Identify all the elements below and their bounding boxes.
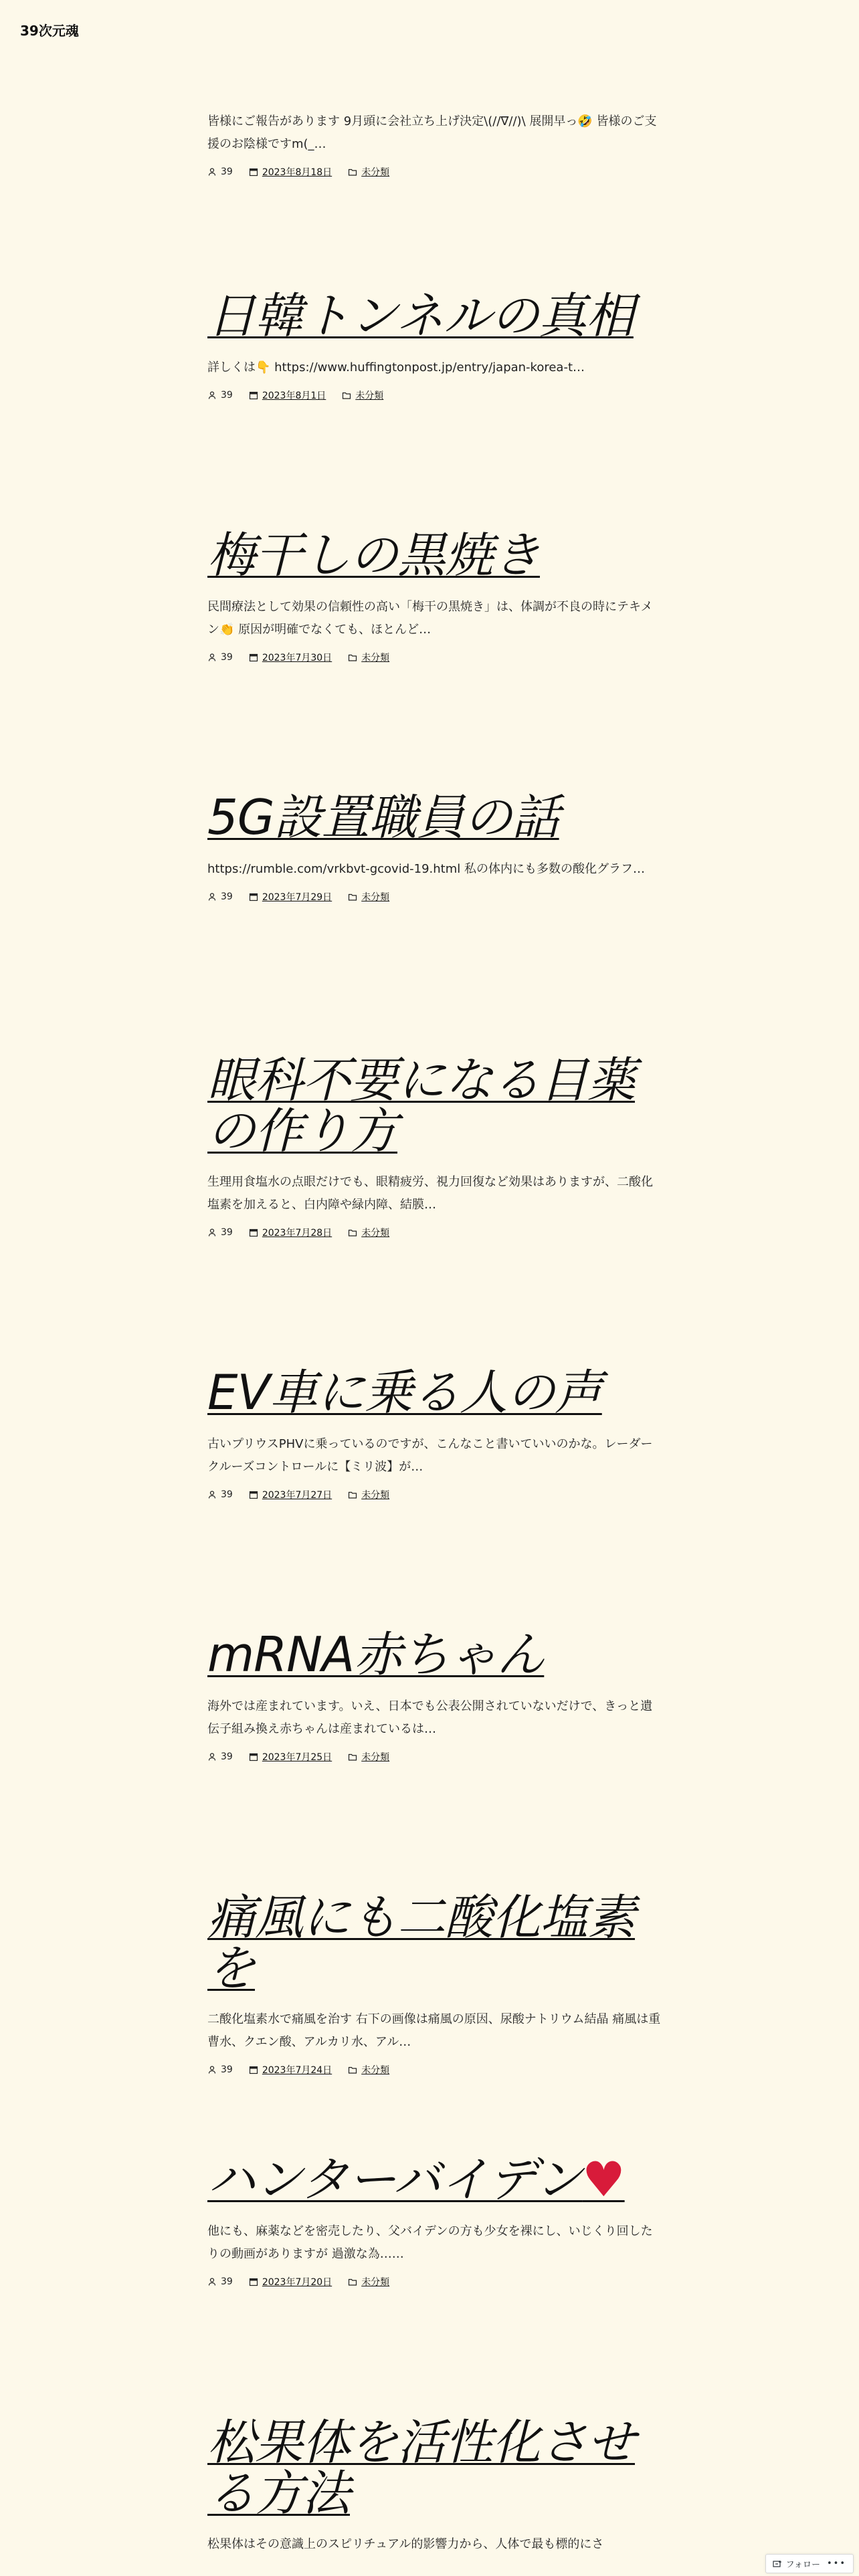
folder-icon — [348, 2065, 357, 2074]
calendar-icon — [249, 2065, 258, 2074]
post-title — [207, 789, 662, 845]
post-date[interactable]: 2023年7月29日 — [249, 890, 332, 903]
folder-icon — [348, 167, 357, 177]
post-meta — [207, 389, 662, 402]
post-date[interactable]: 2023年7月30日 — [249, 651, 332, 664]
post-date[interactable]: 2023年8月18日 — [249, 165, 332, 179]
folder-icon — [348, 1752, 357, 1761]
folder-icon — [348, 2277, 357, 2286]
post-date[interactable]: 2023年7月27日 — [249, 1488, 332, 1501]
post-author[interactable]: 39 — [207, 891, 233, 902]
folder-icon — [348, 1490, 357, 1499]
post-item — [207, 288, 662, 402]
post-category[interactable]: 未分類 — [342, 389, 383, 402]
post-title-link[interactable]: 梅干しの黒焼き — [207, 527, 541, 583]
post-excerpt: 生理用食塩水の点眼だけでも、眼精疲労、視力回復など効果はありますが、二酸化塩素を加えると、白内障や緑内障、結膜… — [207, 1175, 653, 1212]
calendar-icon — [249, 1752, 258, 1761]
post-category[interactable]: 未分類 — [348, 1488, 389, 1501]
post-title-link[interactable]: ハンターバイデン♥ — [207, 2151, 625, 2208]
calendar-icon — [249, 1490, 258, 1499]
post-excerpt: 古いプリウスPHVに乗っているのですが、こんなこと書いていいのかな。レーダークルーズコントロールに【ミリ波】が… — [207, 1436, 653, 1474]
folder-icon — [342, 391, 351, 400]
post-excerpt: 皆様にご報告があります 9月頭に会社立ち上げ決定\(//∇//)\ 展開早っ🤣 皆様のご支援のお陰様ですm(_… — [207, 114, 657, 151]
calendar-icon — [249, 892, 258, 901]
post-date[interactable]: 2023年8月1日 — [249, 389, 326, 402]
calendar-icon — [249, 167, 258, 177]
post-category[interactable]: 未分類 — [348, 2063, 389, 2076]
post-author[interactable]: 39 — [207, 390, 233, 401]
calendar-icon — [249, 2277, 258, 2286]
post-category[interactable]: 未分類 — [348, 651, 389, 664]
follow-button[interactable]: フォロー — [773, 2557, 820, 2570]
site-title[interactable]: 39次元魂 — [20, 23, 79, 39]
post-category[interactable]: 未分類 — [348, 2275, 389, 2288]
folder-icon — [348, 1228, 357, 1237]
post-meta — [207, 2063, 662, 2076]
author-icon — [207, 892, 217, 901]
post-author[interactable]: 39 — [207, 1227, 233, 1238]
post-title-link[interactable]: 痛風にも二酸化塩素を — [207, 1889, 636, 1996]
author-icon — [207, 2065, 217, 2074]
post-date[interactable]: 2023年7月25日 — [249, 1750, 332, 1763]
post-excerpt: https://rumble.com/vrkbvt-gcovid-19.html 私の体内にも多数の酸化グラフ… — [207, 861, 645, 876]
post-excerpt: 他にも、麻薬などを密売したり、父バイデンの方も少女を裸にし、いじくり回したりの動画がありますが 過激な為…… — [207, 2224, 653, 2261]
author-icon — [207, 391, 217, 400]
post-title — [207, 288, 662, 344]
post-title-link[interactable]: EV車に乗る人の声 — [207, 1364, 602, 1420]
post-meta — [207, 1488, 662, 1501]
post-excerpt: 民間療法として効果の信頼性の高い「梅干の黒焼き」は、体調が不良の時にテキメン👏 原因が明確でなくても、ほとんど… — [207, 599, 653, 637]
post-date[interactable]: 2023年7月28日 — [249, 1226, 332, 1239]
post-item — [207, 527, 662, 664]
post-excerpt: 海外では産まれています。いえ、日本でも公表公開されていないだけで、きっと遺伝子組み換え赤ちゃんは産まれているは… — [207, 1699, 653, 1736]
post-date[interactable]: 2023年7月24日 — [249, 2063, 332, 2076]
post-title — [207, 2414, 662, 2521]
post-author[interactable]: 39 — [207, 2064, 233, 2075]
follow-icon — [773, 2559, 782, 2569]
post-author[interactable]: 39 — [207, 1751, 233, 1762]
more-options-button[interactable]: ••• — [826, 2559, 846, 2569]
folder-icon — [348, 892, 357, 901]
author-icon — [207, 1490, 217, 1499]
post-title — [207, 1364, 662, 1420]
calendar-icon — [249, 391, 258, 400]
post-meta — [207, 1226, 662, 1239]
author-icon — [207, 167, 217, 177]
post-title — [207, 1626, 662, 1683]
post-item — [207, 1626, 662, 1763]
calendar-icon — [249, 1228, 258, 1237]
post-item — [207, 2414, 662, 2556]
author-icon — [207, 1228, 217, 1237]
post-title-link[interactable]: mRNA赤ちゃん — [207, 1626, 545, 1683]
post-meta — [207, 890, 662, 903]
post-date[interactable]: 2023年7月20日 — [249, 2275, 332, 2288]
post-category[interactable]: 未分類 — [348, 890, 389, 903]
post-title-link[interactable]: 眼科不要になる目薬の作り方 — [207, 1052, 636, 1159]
post-category[interactable]: 未分類 — [348, 1226, 389, 1239]
post-title — [207, 1052, 662, 1159]
follow-bar — [765, 2554, 854, 2573]
post-meta — [207, 2275, 662, 2288]
post-item — [207, 110, 662, 179]
post-title-link[interactable]: 松果体を活性化させる方法 — [207, 2414, 636, 2521]
post-item — [207, 1052, 662, 1239]
post-meta — [207, 1750, 662, 1763]
post-author[interactable]: 39 — [207, 652, 233, 663]
post-category[interactable]: 未分類 — [348, 165, 389, 179]
post-author[interactable]: 39 — [207, 2276, 233, 2287]
post-item — [207, 1889, 662, 2076]
post-title — [207, 1889, 662, 1996]
post-excerpt: 詳しくは👇 https://www.huffingtonpost.jp/entry/japan-korea-t… — [207, 360, 585, 374]
post-category[interactable]: 未分類 — [348, 1750, 389, 1763]
post-title — [207, 527, 662, 583]
author-icon — [207, 1752, 217, 1761]
post-author[interactable]: 39 — [207, 1489, 233, 1500]
post-meta — [207, 651, 662, 664]
post-title-link[interactable]: 5G設置職員の話 — [207, 789, 559, 845]
post-title-link[interactable]: 日韓トンネルの真相 — [207, 288, 634, 344]
post-item — [207, 789, 662, 903]
post-excerpt: 松果体はその意識上のスピリチュアル的影響力から、人体で最も標的にさ — [207, 2537, 604, 2552]
calendar-icon — [249, 653, 258, 662]
post-excerpt: 二酸化塩素水で痛風を治す 右下の画像は痛風の原因、尿酸ナトリウム結晶 痛風は重曹水、クエン酸、アルカリ水、アル… — [207, 2012, 661, 2050]
author-icon — [207, 653, 217, 662]
post-title — [207, 2151, 662, 2208]
post-item — [207, 1364, 662, 1501]
post-item — [207, 2151, 662, 2288]
folder-icon — [348, 653, 357, 662]
post-meta — [207, 165, 662, 179]
post-author[interactable]: 39 — [207, 167, 233, 177]
heart-emoji: ♥ — [582, 2151, 625, 2208]
author-icon — [207, 2277, 217, 2286]
